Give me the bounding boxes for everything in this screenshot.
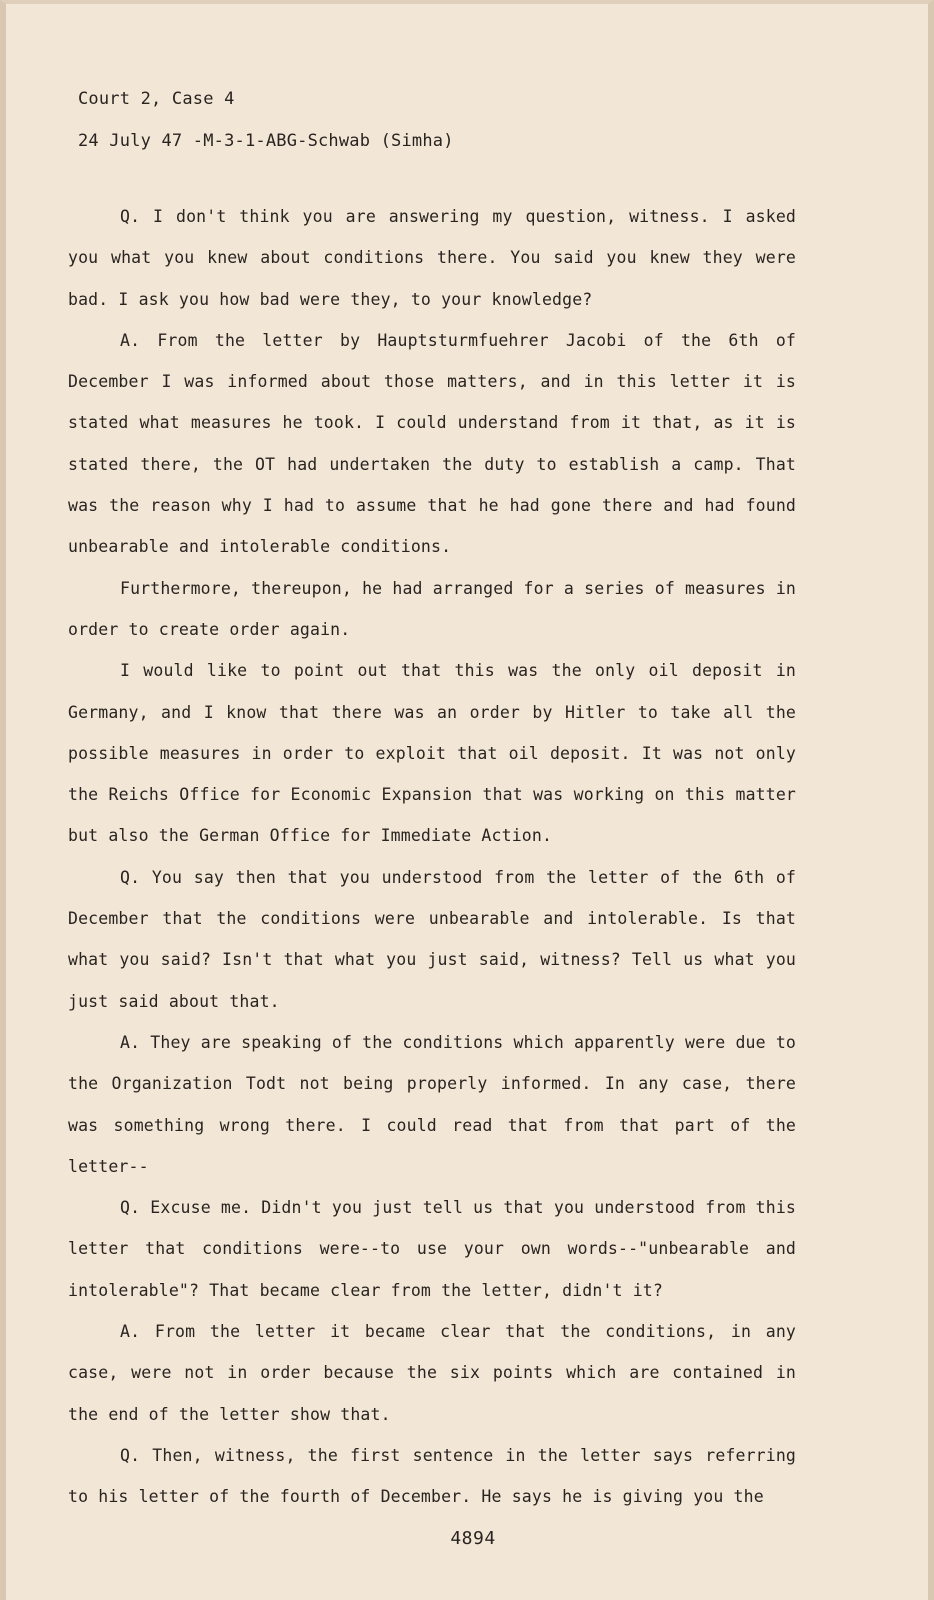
document-header xyxy=(78,78,454,162)
date-session-line: 24 July 47 -M-3-1-ABG-Schwab (Simha) xyxy=(78,131,454,151)
transcript-paragraph: I would like to point out that this was the only oil deposit in Germany, and I know that there was an order by Hitler to take all the possible measures in order to exploit that oil deposit. It was not only the Reichs Office for Economic Expansion that was working on this matter but also the German Office for Immediate Action. xyxy=(68,661,796,846)
page-number: 4894 xyxy=(450,1528,496,1549)
transcript-paragraph: Q. I don't think you are answering my question, witness. I asked you what you knew about conditions there. You said you knew they were bad. I ask you how bad were they, to your knowledge? xyxy=(68,207,796,309)
transcript-paragraph: Furthermore, thereupon, he had arranged for a series of measures in order to create order again. xyxy=(68,578,796,639)
transcript-paragraph: A. They are speaking of the conditions which apparently were due to the Organization Todt not being properly informed. In any case, there was something wrong there. I could read that from that part of the letter-- xyxy=(68,1032,796,1176)
court-case-line: Court 2, Case 4 xyxy=(78,89,235,109)
transcript-body xyxy=(68,196,796,1518)
transcript-paragraph: A. From the letter by Hauptsturmfuehrer Jacobi of the 6th of December I was informed about those matters, and in this letter it is stated what measures he took. I could understand from it that, as it is stated there, the OT had undertaken the duty to establish a camp. That was the reason why I had to assume that he had gone there and had found unbearable and intolerable conditions. xyxy=(68,330,796,557)
transcript-paragraph: Q. Excuse me. Didn't you just tell us that you understood from this letter that conditions were--to use your own words--"unbearable and intolerable"? That became clear from the letter, didn't it? xyxy=(68,1198,796,1300)
transcript-paragraph: Q. You say then that you understood from the letter of the 6th of December that the conditions were unbearable and intolerable. Is that what you said? Isn't that what you just said, witness? Tell us what you just said about that. xyxy=(68,867,796,1011)
transcript-paragraph: A. From the letter it became clear that the conditions, in any case, were not in order because the six points which are contained in the end of the letter show that. xyxy=(68,1322,796,1424)
transcript-paragraph: Q. Then, witness, the first sentence in the letter says referring to his letter of the fourth of December. He says he is giving you the xyxy=(68,1445,796,1507)
